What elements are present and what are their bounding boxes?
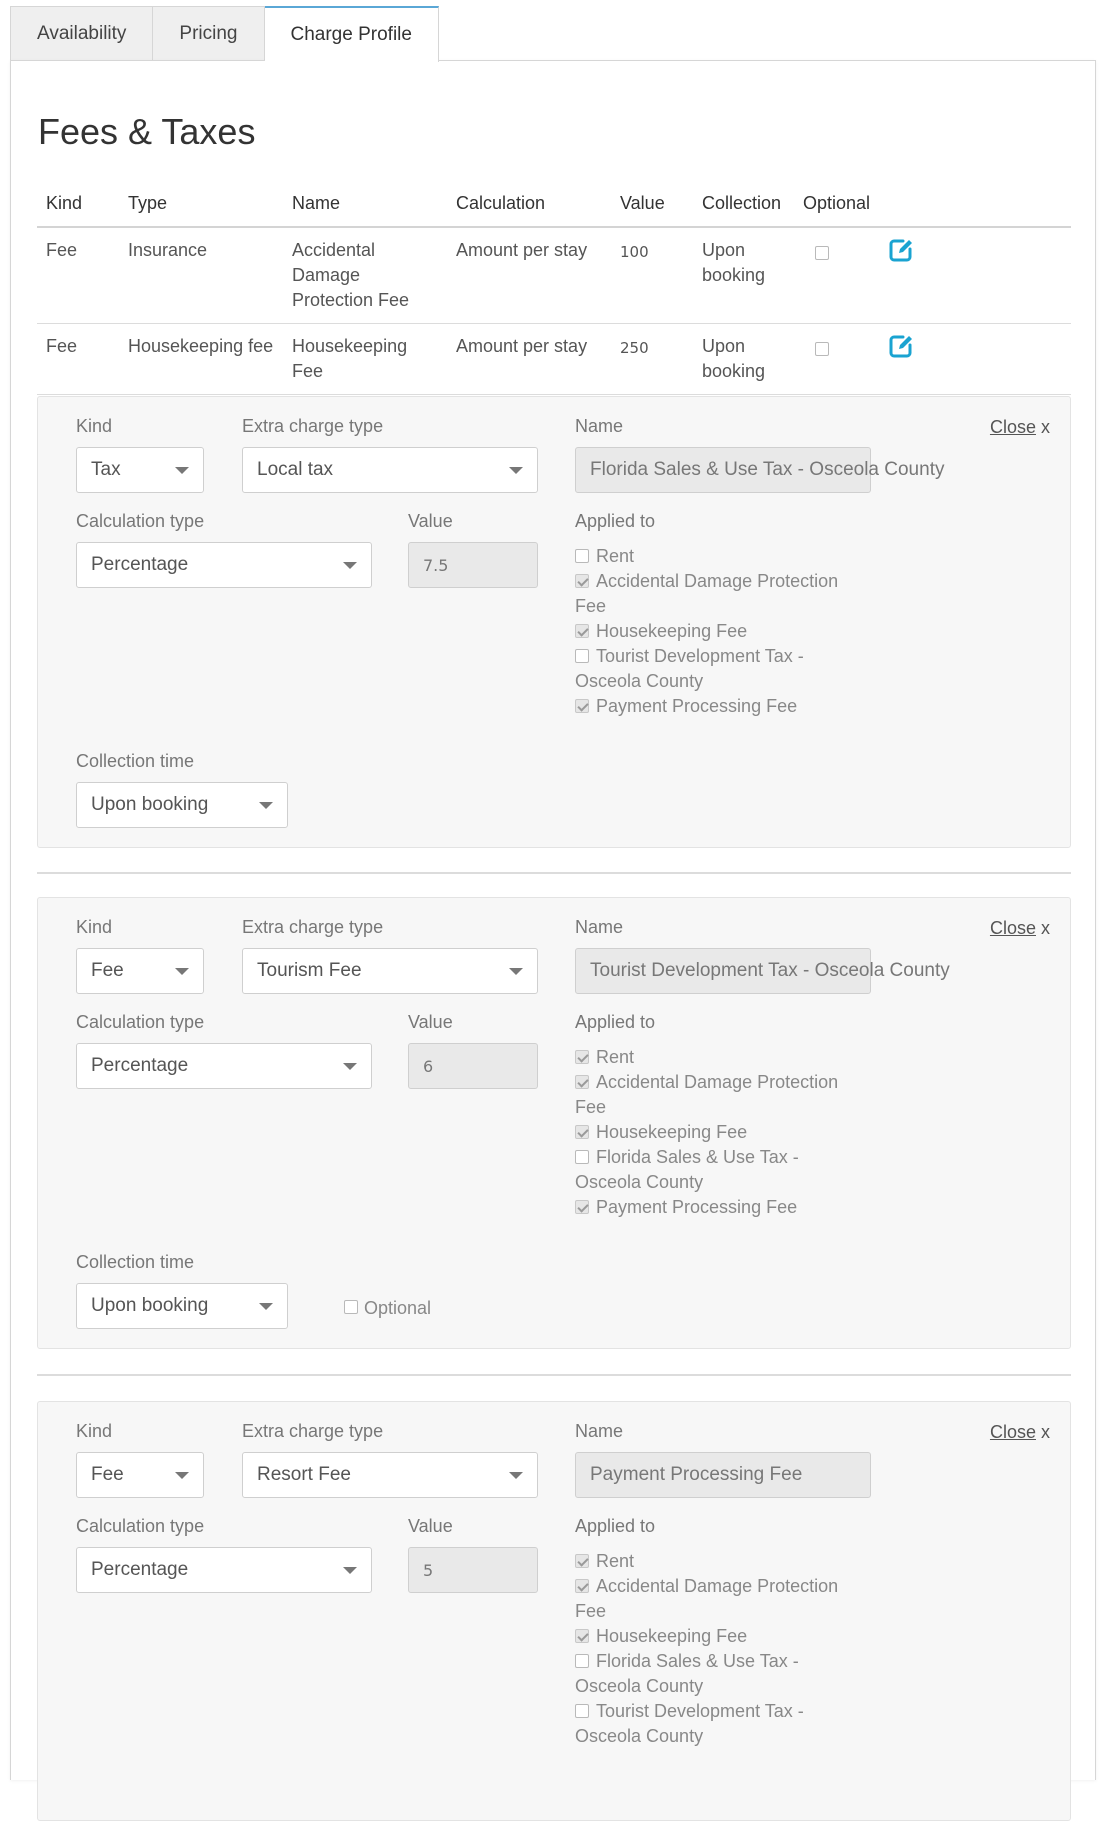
chevron-down-icon — [509, 467, 523, 474]
name-label: Name — [575, 416, 624, 436]
applied-to-list — [575, 1045, 865, 1220]
col-name: Name — [283, 181, 447, 227]
tab-bar — [10, 6, 439, 61]
col-value: Value — [611, 181, 693, 227]
optional-checkbox[interactable] — [815, 246, 829, 260]
chevron-down-icon — [343, 1063, 357, 1070]
cell-calculation: Amount per stay — [447, 324, 611, 395]
table-header-row — [37, 181, 1071, 227]
applied-to-item[interactable]: Housekeeping Fee — [575, 1624, 865, 1649]
cell-collection: Upon booking — [693, 227, 794, 324]
charge-profile-panel — [10, 60, 1096, 1780]
tab-pricing[interactable]: Pricing — [153, 6, 264, 61]
calculation-type-select[interactable]: Percentage — [76, 1547, 372, 1593]
collection-time-select[interactable]: Upon booking — [76, 1283, 288, 1329]
applied-to-item[interactable]: Rent — [575, 1549, 865, 1574]
applied-to-item[interactable]: Tourist Development Tax - Osceola County — [575, 646, 804, 691]
charge-form-card — [37, 396, 1071, 848]
applied-to-item[interactable]: Tourist Development Tax - Osceola County — [575, 1701, 804, 1746]
cell-name: Housekeeping Fee — [283, 324, 447, 395]
edit-icon[interactable] — [888, 237, 914, 263]
cell-actions — [879, 227, 1071, 324]
extra-charge-type-label: Extra charge type — [242, 416, 384, 436]
cell-optional — [794, 227, 879, 324]
applied-to-list — [575, 544, 865, 719]
applied-to-item[interactable]: Payment Processing Fee — [575, 1195, 865, 1220]
close-link[interactable]: Close x — [989, 417, 1050, 437]
calculation-type-select[interactable]: Percentage — [76, 542, 372, 588]
divider — [37, 872, 1071, 874]
applied-to-item[interactable]: Rent — [575, 1045, 865, 1070]
chevron-down-icon — [509, 968, 523, 975]
tab-charge-profile[interactable]: Charge Profile — [265, 6, 439, 62]
chevron-down-icon — [343, 1567, 357, 1574]
calculation-type-label: Calculation type — [76, 1516, 205, 1536]
applied-to-label: Applied to — [575, 1012, 656, 1032]
kind-label: Kind — [76, 416, 113, 436]
fees-table — [37, 181, 1071, 395]
applied-to-item[interactable]: Accidental Damage Protection Fee — [575, 571, 839, 616]
col-actions — [879, 181, 1071, 227]
extra-charge-type-select[interactable]: Resort Fee — [242, 1452, 538, 1498]
applied-to-item[interactable]: Housekeeping Fee — [575, 619, 865, 644]
kind-label: Kind — [76, 917, 113, 937]
chevron-down-icon — [175, 968, 189, 975]
name-input[interactable]: Florida Sales & Use Tax - Osceola County — [575, 447, 871, 493]
name-label: Name — [575, 1421, 624, 1441]
table-row — [37, 227, 1071, 324]
chevron-down-icon — [509, 1472, 523, 1479]
calculation-type-label: Calculation type — [76, 511, 205, 531]
cell-type: Insurance — [119, 227, 283, 324]
close-link[interactable]: Close x — [989, 918, 1050, 938]
name-input[interactable]: Payment Processing Fee — [575, 1452, 871, 1498]
col-collection: Collection — [693, 181, 794, 227]
collection-time-select[interactable]: Upon booking — [76, 782, 288, 828]
chevron-down-icon — [175, 467, 189, 474]
edit-icon[interactable] — [888, 333, 914, 359]
applied-to-item[interactable]: Florida Sales & Use Tax - Osceola County — [575, 1147, 799, 1192]
charge-form-card — [37, 1401, 1071, 1821]
cell-type: Housekeeping fee — [119, 324, 283, 395]
kind-select[interactable]: Fee — [76, 1452, 204, 1498]
chevron-down-icon — [259, 802, 273, 809]
page-title: Fees & Taxes — [38, 111, 256, 152]
applied-to-label: Applied to — [575, 1516, 656, 1536]
optional-checkbox[interactable] — [344, 1300, 358, 1314]
value-label: Value — [408, 511, 453, 531]
applied-to-item[interactable]: Accidental Damage Protection Fee — [575, 1072, 839, 1117]
cell-calculation: Amount per stay — [447, 227, 611, 324]
cell-optional — [794, 324, 879, 395]
col-kind: Kind — [37, 181, 119, 227]
kind-select[interactable]: Fee — [76, 948, 204, 994]
name-label: Name — [575, 917, 624, 937]
charge-form-card — [37, 897, 1071, 1349]
value-input[interactable]: 7.5 — [408, 542, 538, 588]
close-link[interactable]: Close x — [989, 1422, 1050, 1442]
calculation-type-select[interactable]: Percentage — [76, 1043, 372, 1089]
kind-label: Kind — [76, 1421, 113, 1441]
col-calculation: Calculation — [447, 181, 611, 227]
table-row — [37, 324, 1071, 395]
calculation-type-label: Calculation type — [76, 1012, 205, 1032]
value-label: Value — [408, 1012, 453, 1032]
chevron-down-icon — [259, 1303, 273, 1310]
kind-select[interactable]: Tax — [76, 447, 204, 493]
divider — [37, 1374, 1071, 1376]
cell-actions — [879, 324, 1071, 395]
optional-checkbox[interactable] — [815, 342, 829, 356]
collection-time-label: Collection time — [76, 751, 195, 771]
cell-value: 250 — [611, 324, 693, 395]
chevron-down-icon — [343, 562, 357, 569]
extra-charge-type-select[interactable]: Local tax — [242, 447, 538, 493]
name-input[interactable]: Tourist Development Tax - Osceola County — [575, 948, 871, 994]
extra-charge-type-label: Extra charge type — [242, 1421, 384, 1441]
cell-collection: Upon booking — [693, 324, 794, 395]
tab-availability[interactable]: Availability — [10, 6, 153, 61]
applied-to-list — [575, 1549, 865, 1749]
applied-to-item[interactable]: Accidental Damage Protection Fee — [575, 1576, 839, 1621]
applied-to-item[interactable]: Housekeeping Fee — [575, 1120, 865, 1145]
col-optional: Optional — [794, 181, 879, 227]
applied-to-label: Applied to — [575, 511, 656, 531]
applied-to-item[interactable]: Payment Processing Fee — [575, 694, 865, 719]
extra-charge-type-label: Extra charge type — [242, 917, 384, 937]
optional-toggle[interactable]: Optional — [344, 1298, 431, 1319]
applied-to-item[interactable]: Florida Sales & Use Tax - Osceola County — [575, 1651, 799, 1696]
value-input[interactable]: 5 — [408, 1547, 538, 1593]
value-label: Value — [408, 1516, 453, 1536]
cell-kind: Fee — [37, 324, 119, 395]
applied-to-item[interactable]: Rent — [575, 544, 865, 569]
col-type: Type — [119, 181, 283, 227]
cell-name: Accidental Damage Protection Fee — [283, 227, 447, 324]
chevron-down-icon — [175, 1472, 189, 1479]
value-input[interactable]: 6 — [408, 1043, 538, 1089]
extra-charge-type-select[interactable]: Tourism Fee — [242, 948, 538, 994]
cell-value: 100 — [611, 227, 693, 324]
collection-time-label: Collection time — [76, 1252, 195, 1272]
cell-kind: Fee — [37, 227, 119, 324]
